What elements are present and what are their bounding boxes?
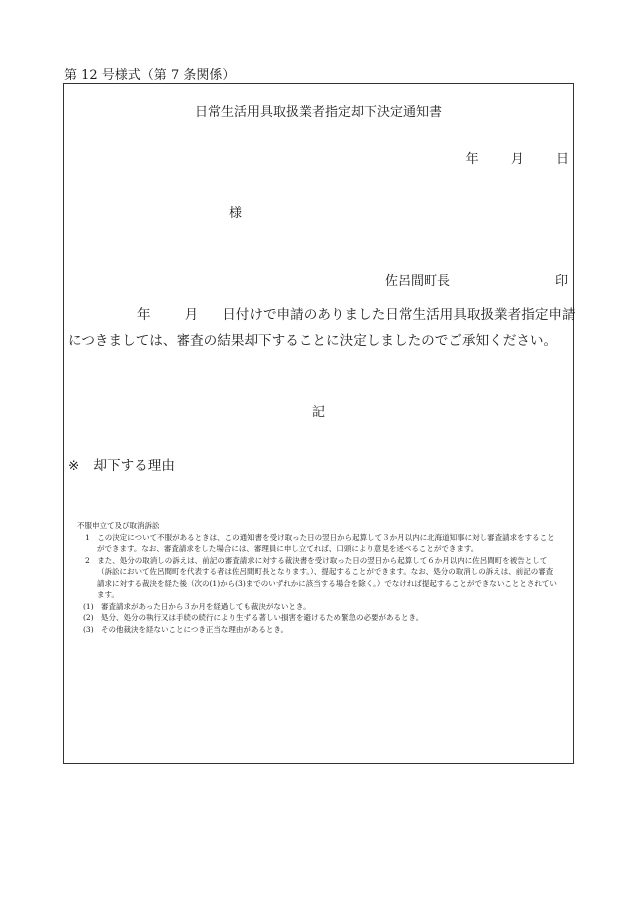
reason-label: 却下する理由 [93, 458, 175, 474]
appeal-item-number: (2) [83, 613, 94, 622]
document-title: 日常生活用具取扱業者指定却下決定通知書 [194, 105, 442, 120]
issuer-name: 佐呂間町長 [385, 274, 451, 289]
appeal-item-text: その他裁決を経ないことにつき正当な理由があるとき。 [101, 624, 289, 634]
date-line [466, 148, 569, 167]
form-number: 第 12 号様式（第 7 条関係） [64, 68, 236, 83]
date-year-label: 年 [465, 152, 479, 167]
body-month-label: 月 [184, 307, 199, 323]
body-year-label: 年 [137, 307, 151, 323]
body-line-2: につきましては、審査の結果却下することに決定しましたのでご承知ください。 [68, 333, 558, 349]
reason-heading [68, 454, 175, 474]
notice-body [68, 302, 576, 354]
appeal-heading: 不服申立て及び取消訴訟 [77, 521, 160, 530]
reference-mark: ※ [68, 458, 80, 474]
appeal-paragraph-2: 2 また、処分の取消しの訴えは、前記の審査請求に対する裁決書を受け取った日の翌日から起算して６か月以内に佐呂間町を被告として（訴訟において佐呂間町を代表する者は佐呂間町長となります。）、提起することができます。なお、処分の取消しの訴えは、前記の審査請求に対する裁決を経た後（次の(1)から(3)までのいずれかに該当する場合を除く。）でなければ提起することができないこととされています。 [85, 555, 557, 599]
body-line-1-text: 日付けで申請のありました日常生活用具取扱業者指定申請 [222, 307, 576, 323]
seal-mark: 印 [554, 274, 568, 289]
appeal-notice [77, 520, 559, 635]
appeal-item-number: (3) [83, 624, 94, 634]
addressee-honorific: 様 [229, 206, 243, 221]
date-day-label: 日 [555, 152, 569, 167]
appeal-item [77, 601, 559, 613]
appeal-item-number: (1) [83, 601, 94, 611]
date-month-label: 月 [510, 152, 524, 167]
appeal-item [77, 612, 559, 624]
body-line-1 [68, 302, 576, 328]
appeal-paragraph-1: 1 この決定について不服があるときは、この通知書を受け取った日の翌日から起算して３か月以内に北海道知事に対し審査請求をすることができます。なお、審査請求をした場合には、審理員に申し立てれば、口頭により意見を述べることができます。 [85, 532, 555, 553]
notice-frame [63, 83, 574, 764]
appeal-item-text: 審査請求があった日から３か月を経過しても裁決がないとき。 [101, 601, 311, 611]
ki-heading: 記 [311, 405, 325, 420]
appeal-item [77, 624, 559, 636]
appeal-item-text: 処分、処分の執行又は手続の続行により生ずる著しい損害を避けるため緊急の必要があるとき。 [101, 613, 424, 622]
